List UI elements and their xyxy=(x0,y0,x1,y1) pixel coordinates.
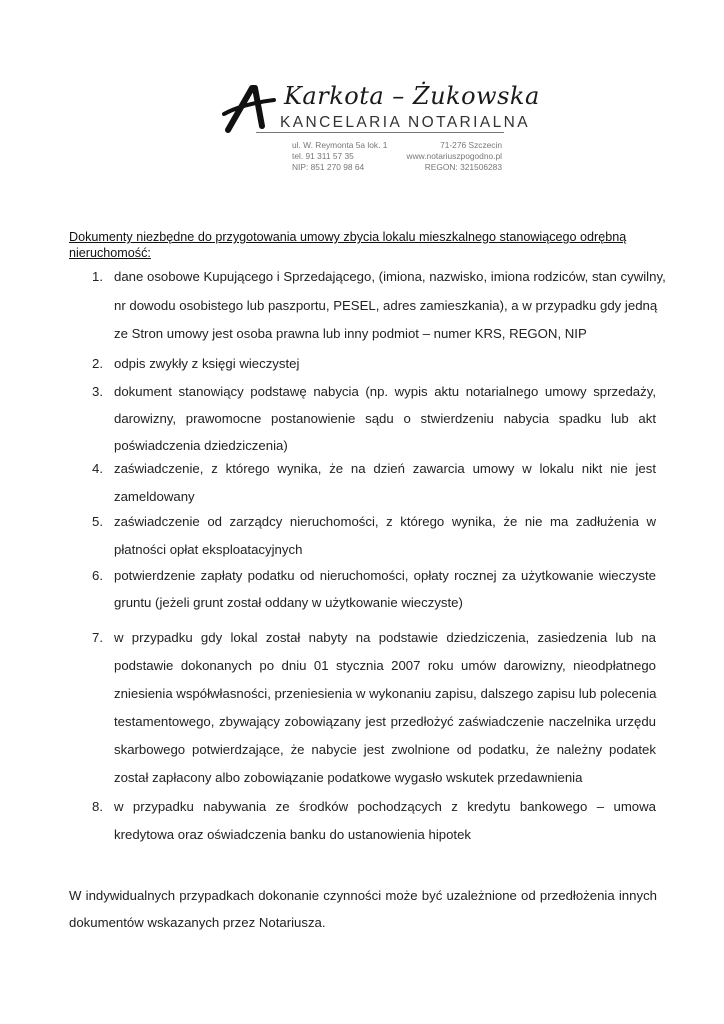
contact-row xyxy=(292,151,502,162)
website-link[interactable]: www.notariuszpogodno.pl xyxy=(406,151,502,161)
list-item-line: poświadczenia dziedziczenia) xyxy=(114,438,288,453)
contact-row xyxy=(292,162,502,173)
contact-block xyxy=(292,140,502,173)
list-item-number: 5. xyxy=(92,514,103,529)
list-item xyxy=(92,793,656,849)
list-item-line: kredytowa oraz oświadczenia banku do ustanowienia hipotek xyxy=(114,827,472,842)
list-item xyxy=(92,562,656,616)
list-item xyxy=(92,455,656,510)
list-item-line: w przypadku nabywania ze środków pochodzących z kredytu bankowego – umowa xyxy=(114,799,656,814)
regon: REGON: 321506283 xyxy=(424,162,502,172)
notary-subtitle: KANCELARIA NOTARIALNA xyxy=(280,114,530,131)
heading-line: nieruchomość: xyxy=(69,246,151,260)
letterhead-divider xyxy=(256,132,504,133)
phone: tel. 91 311 57 35 xyxy=(292,151,354,161)
nip: NIP: 851 270 98 64 xyxy=(292,162,365,172)
footer-note xyxy=(69,882,657,936)
list-item-number: 1. xyxy=(92,269,103,284)
list-item-line: podstawie dokonanych po dniu 01 stycznia 2007 roku umów darowizny, nieodpłatnego xyxy=(114,658,656,673)
letterhead xyxy=(222,80,540,176)
footer-line: dokumentów wskazanych przez Notariusza. xyxy=(69,915,326,930)
list-item-line: w przypadku gdy lokal został nabyty na podstawie dziedziczenia, zasiedzenia lub na xyxy=(114,630,656,645)
list-item-line: nr dowodu osobistego lub paszportu, PESEL, adres zamieszkania), a w przypadku gdy jedną xyxy=(114,297,658,313)
notary-name: Karkota – Żukowska xyxy=(284,82,540,110)
list-item-line: zameldowany xyxy=(114,488,195,504)
footer-line: W indywidualnych przypadkach dokonanie czynności może być uzależnione od przedłożenia innych xyxy=(69,888,657,903)
list-item xyxy=(92,350,656,377)
list-item-number: 4. xyxy=(92,461,103,476)
list-item xyxy=(92,508,656,563)
list-item-line: dane osobowe Kupującego i Sprzedającego, (imiona, nazwisko, imiona rodziców, stan cywilny, xyxy=(114,269,666,284)
list-item-number: 7. xyxy=(92,630,103,645)
list-item-number: 6. xyxy=(92,568,103,583)
list-item-number: 2. xyxy=(92,356,103,371)
list-item xyxy=(92,624,656,792)
list-item-line: odpis zwykły z księgi wieczystej xyxy=(114,356,300,371)
address: ul. W. Reymonta 5a lok. 1 xyxy=(292,140,388,150)
list-item-line: zaświadczenie, z którego wynika, że na dzień zawarcia umowy w lokalu nikt nie jest xyxy=(114,461,656,476)
document-heading xyxy=(69,229,659,261)
list-item-line: ze Stron umowy jest osoba prawna lub inny podmiot – numer KRS, REGON, NIP xyxy=(114,326,587,341)
list-item-line: darowizny, prawomocne postanowienie sądu o stwierdzeniu nabycia spadku lub akt xyxy=(114,411,656,426)
list-item-number: 3. xyxy=(92,384,103,399)
list-item-line: skarbowego potwierdzające, że nabycie jest zwolnione od podatku, że należny podatek xyxy=(114,742,656,757)
heading-line: Dokumenty niezbędne do przygotowania umowy zbycia lokalu mieszkalnego stanowiącego odrębną xyxy=(69,230,627,244)
list-item-line: został zapłacony albo zobowiązanie podatkowe wygasło wskutek przedawnienia xyxy=(114,770,583,785)
list-item-line: dokument stanowiący podstawę nabycia (np. wypis aktu notarialnego umowy sprzedaży, xyxy=(114,384,656,399)
list-item-line: testamentowego, zbywający zobowiązany jest przedłożyć zaświadczenie naczelnika urzędu xyxy=(114,714,656,729)
list-item xyxy=(92,263,666,349)
list-item-line: zaświadczenie od zarządcy nieruchomości, z którego wynika, że nie ma zadłużenia w xyxy=(114,514,656,529)
list-item-line: potwierdzenie zapłaty podatku od nieruchomości, opłaty rocznej za użytkowanie wieczyste xyxy=(114,568,656,583)
list-item-line: zniesienia współwłasności, przeniesienia w wykonaniu zapisu, dalszego zapisu lub polecenia xyxy=(114,686,657,701)
postal-code: 71-276 Szczecin xyxy=(440,140,502,150)
list-item-line: płatności opłat eksploatacyjnych xyxy=(114,541,303,557)
contact-row xyxy=(292,140,502,151)
list-item-line: gruntu (jeżeli grunt został oddany w użytkowanie wieczyste) xyxy=(114,595,463,610)
list-item-number: 8. xyxy=(92,799,103,814)
list-item xyxy=(92,378,656,459)
notary-logo-icon xyxy=(222,80,282,136)
